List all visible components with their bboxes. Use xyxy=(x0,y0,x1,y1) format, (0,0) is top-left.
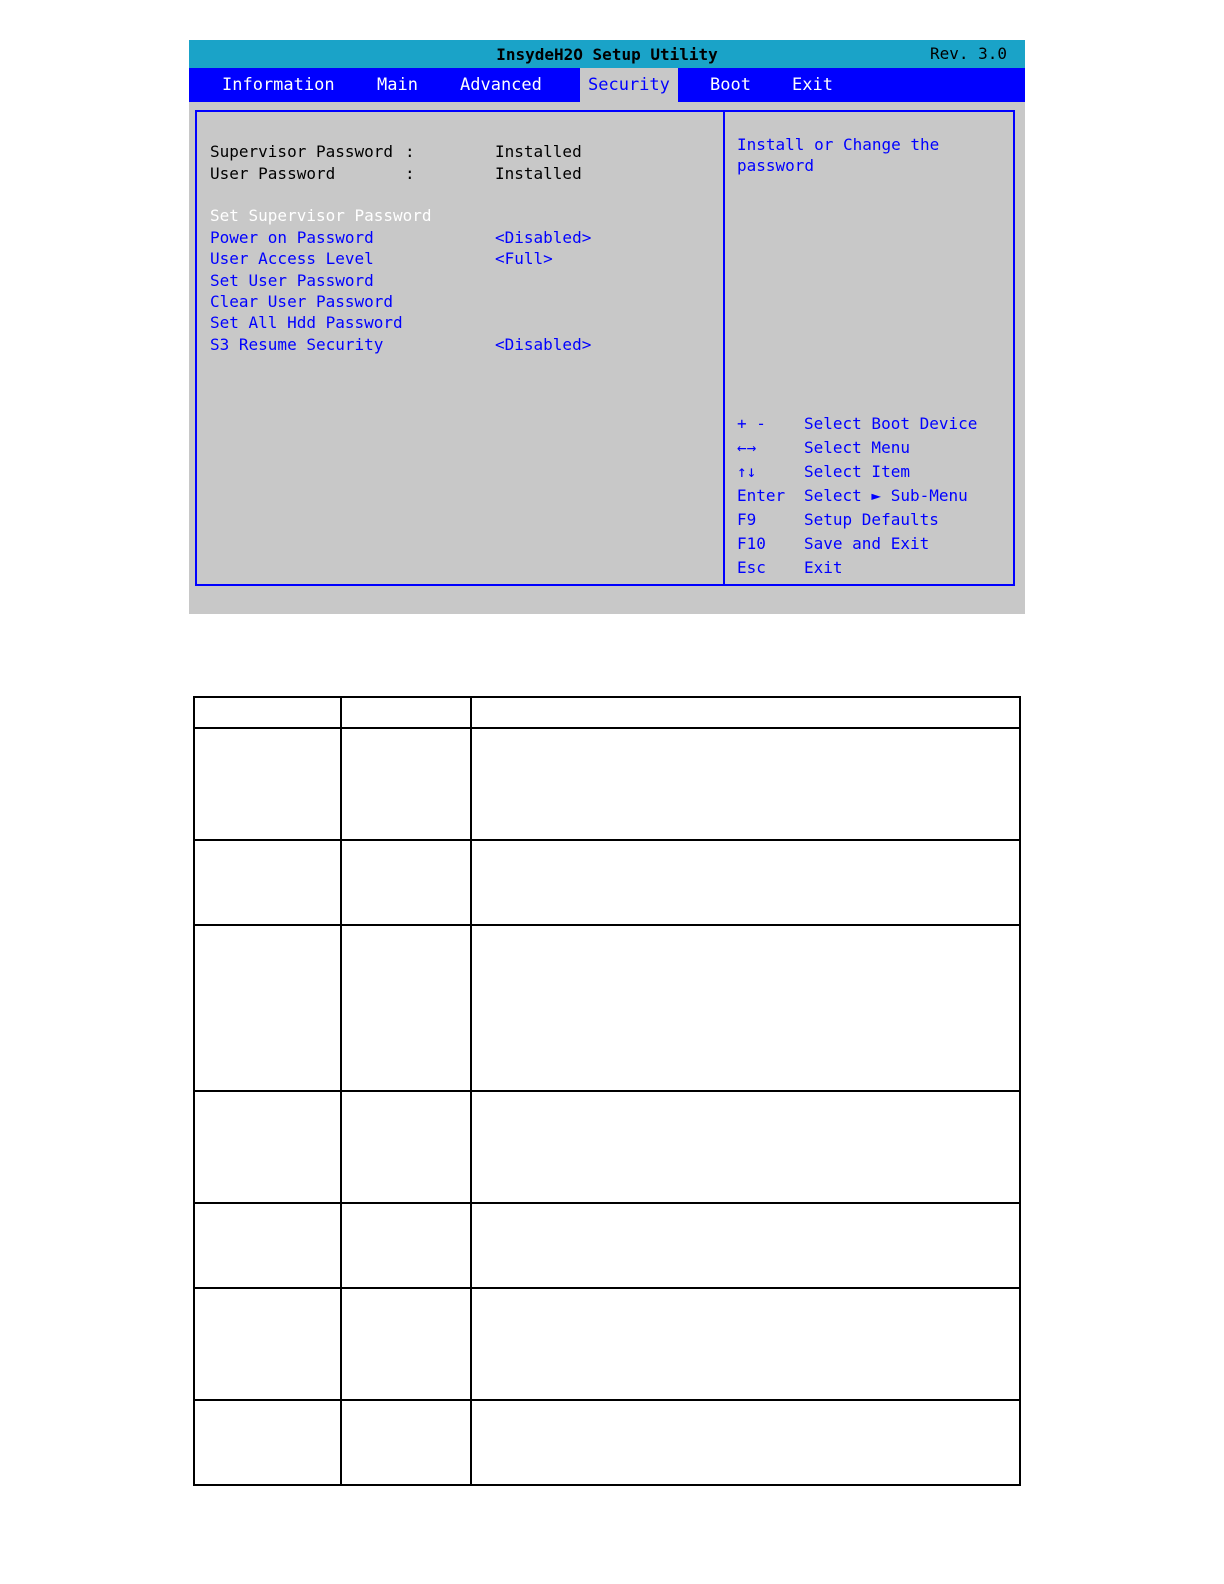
set-supervisor-password-item[interactable]: Set Supervisor Password xyxy=(210,206,432,225)
table-cell xyxy=(471,925,1020,1091)
table-cell xyxy=(341,728,471,840)
supervisor-password-status: Installed xyxy=(495,142,582,161)
table-cell xyxy=(341,840,471,925)
clear-user-password-item[interactable]: Clear User Password xyxy=(210,292,394,311)
table-cell xyxy=(194,840,341,925)
user-access-level-value[interactable]: <Full> xyxy=(495,249,553,268)
table-cell xyxy=(471,728,1020,840)
user-password-status: Installed xyxy=(495,164,582,183)
description-table xyxy=(193,696,1021,1486)
main-panel xyxy=(195,110,1015,586)
table-cell xyxy=(194,697,341,728)
table-cell xyxy=(194,728,341,840)
table-cell xyxy=(194,925,341,1091)
table-cell xyxy=(341,925,471,1091)
revision-label: Rev. 3.0 xyxy=(929,44,1007,63)
key-hint-action: Select Menu xyxy=(804,438,910,457)
table-row xyxy=(194,728,1020,840)
help-text-line1: Install or Change the xyxy=(737,135,940,154)
s3-resume-security-value[interactable]: <Disabled> xyxy=(495,335,592,354)
table-cell xyxy=(471,1288,1020,1400)
key-hint-key: Enter xyxy=(737,486,786,505)
key-hint-key: F10 xyxy=(737,534,766,553)
tab-exit[interactable]: Exit xyxy=(792,75,833,95)
table-row xyxy=(194,925,1020,1091)
power-on-password-item[interactable]: Power on Password xyxy=(210,228,374,247)
key-hint-action: Save and Exit xyxy=(804,534,930,553)
user-password-label: User Password xyxy=(210,164,336,183)
table-row xyxy=(194,697,1020,728)
table-cell xyxy=(341,1091,471,1203)
key-hint-key: F9 xyxy=(737,510,757,529)
table-cell xyxy=(341,1400,471,1485)
key-hint-key: Esc xyxy=(737,558,766,577)
tab-boot[interactable]: Boot xyxy=(710,75,751,95)
table-cell xyxy=(341,697,471,728)
key-hint-action: Select Boot Device xyxy=(804,414,978,433)
table-cell xyxy=(341,1288,471,1400)
table-cell xyxy=(194,1288,341,1400)
table-row xyxy=(194,1400,1020,1485)
app-title: InsydeH2O Setup Utility xyxy=(496,45,718,64)
table-row xyxy=(194,1288,1020,1400)
supervisor-password-separator: : xyxy=(405,142,415,161)
title-bar xyxy=(189,40,1025,68)
tab-security[interactable]: Security xyxy=(580,68,678,102)
user-access-level-item[interactable]: User Access Level xyxy=(210,249,374,268)
key-hint-action: Exit xyxy=(804,558,843,577)
table-cell xyxy=(471,840,1020,925)
key-hint-action: Select Item xyxy=(804,462,910,481)
table-row xyxy=(194,1091,1020,1203)
key-hint-action: Select ► Sub-Menu xyxy=(804,486,968,505)
table-cell xyxy=(471,1203,1020,1288)
user-password-separator: : xyxy=(405,164,415,183)
key-hint-key: + - xyxy=(737,414,766,433)
supervisor-password-label: Supervisor Password xyxy=(210,142,394,161)
key-hint-action: Setup Defaults xyxy=(804,510,939,529)
s3-resume-security-item[interactable]: S3 Resume Security xyxy=(210,335,384,354)
help-text-line2: password xyxy=(737,156,815,175)
table-cell xyxy=(471,1091,1020,1203)
table-cell xyxy=(194,1091,341,1203)
table-cell xyxy=(194,1400,341,1485)
set-user-password-item[interactable]: Set User Password xyxy=(210,271,374,290)
table-cell xyxy=(194,1203,341,1288)
table-cell xyxy=(341,1203,471,1288)
tab-information[interactable]: Information xyxy=(222,75,335,95)
bios-setup-window xyxy=(189,40,1025,614)
table-row xyxy=(194,840,1020,925)
table-cell xyxy=(471,1400,1020,1485)
set-all-hdd-password-item[interactable]: Set All Hdd Password xyxy=(210,313,403,332)
key-hint-key: ↑↓ xyxy=(737,462,757,481)
panel-divider xyxy=(723,112,725,584)
tab-advanced[interactable]: Advanced xyxy=(460,75,542,95)
table-cell xyxy=(471,697,1020,728)
menu-bar xyxy=(189,68,1025,102)
table-row xyxy=(194,1203,1020,1288)
tab-main[interactable]: Main xyxy=(377,75,418,95)
key-hint-key: ←→ xyxy=(737,438,757,457)
power-on-password-value[interactable]: <Disabled> xyxy=(495,228,592,247)
